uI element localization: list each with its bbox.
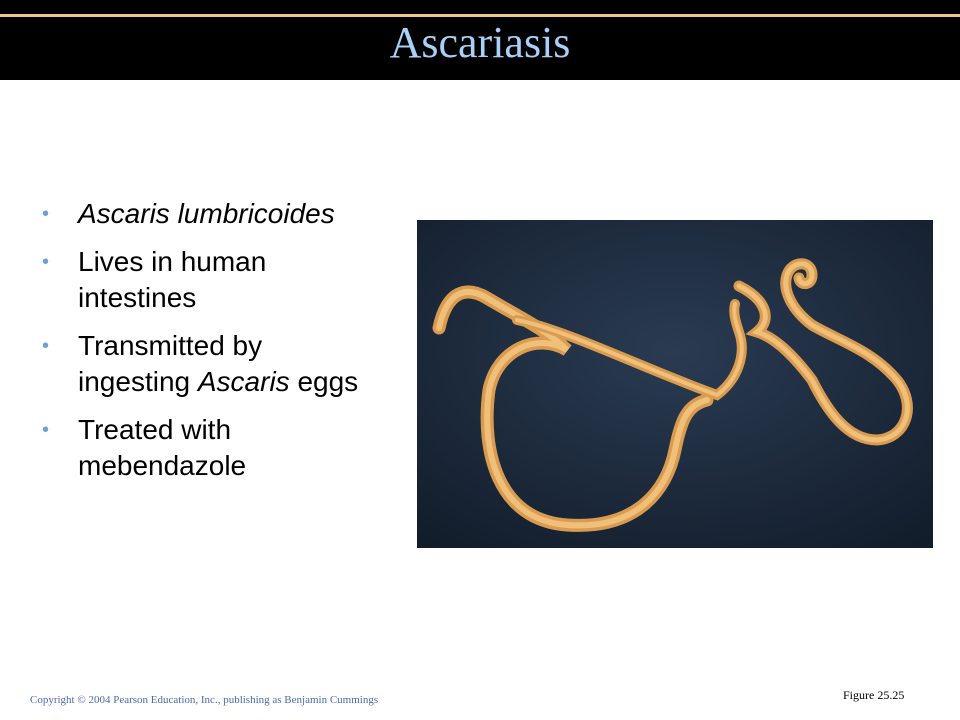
bullet-text: Lives in human intestines: [78, 246, 267, 313]
roundworm-illustration: [417, 220, 933, 548]
bullet-text: Treated with mebendazole: [78, 414, 247, 481]
bullet-item: [40, 244, 360, 316]
title-rule: [0, 14, 960, 17]
bullet-text: eggs: [289, 366, 359, 397]
figure-label: Figure 25.25: [843, 688, 905, 702]
bullet-marker: •: [42, 203, 50, 225]
bullet-text-italic: Ascaris: [197, 366, 290, 397]
title-bar: [0, 0, 960, 80]
slide-title: Ascariasis: [389, 18, 571, 67]
bullet-marker: •: [42, 251, 50, 273]
roundworm-photo: [417, 220, 933, 548]
copyright-notice: Copyright © 2004 Pearson Education, Inc., publishing as Benjamin Cummings: [30, 694, 379, 706]
bullet-marker: •: [42, 419, 50, 441]
bullet-item: [40, 196, 360, 232]
bullet-text: Transmitted by ingesting: [78, 330, 263, 397]
bullet-item: [40, 412, 360, 484]
bullet-list: [40, 196, 360, 496]
bullet-marker: •: [42, 335, 50, 357]
bullet-item: [40, 328, 360, 400]
bullet-text: Ascaris lumbricoides: [78, 198, 335, 229]
